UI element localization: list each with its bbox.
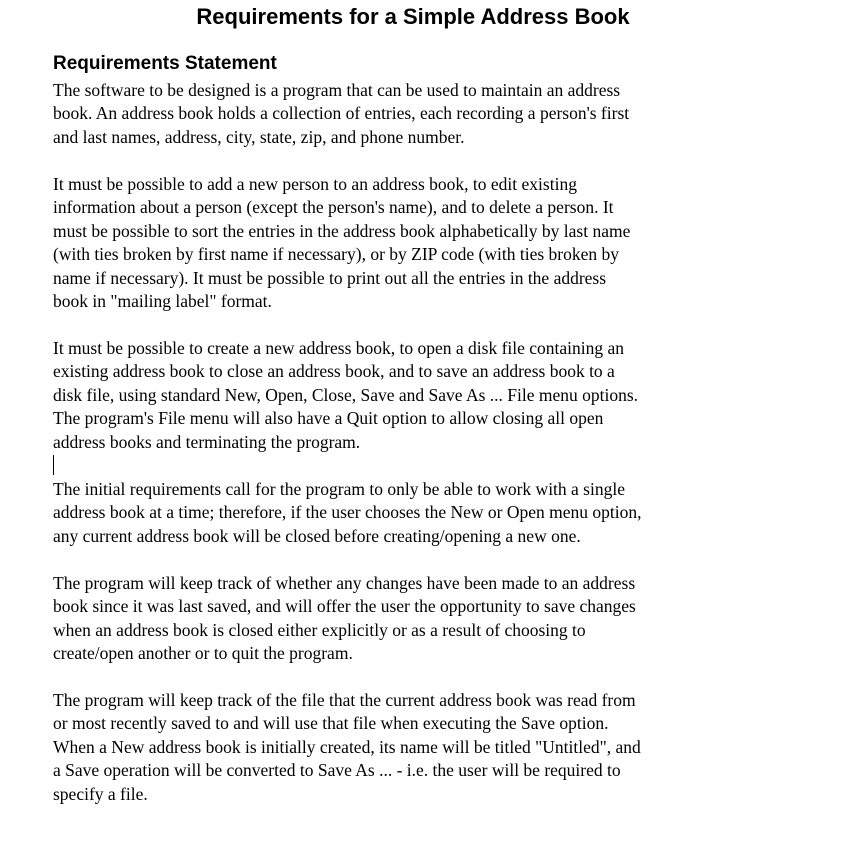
paragraph-line: (with ties broken by first name if necessary), or by ZIP code (with ties broken by <box>53 244 620 265</box>
paragraph-line: and last names, address, city, state, zip, and phone number. <box>53 126 465 147</box>
paragraph-line: disk file, using standard New, Open, Close, Save and Save As ... File menu options. <box>53 384 639 405</box>
paragraph-file-menu[interactable] <box>53 337 793 454</box>
section-heading[interactable]: Requirements Statement <box>53 53 277 74</box>
paragraph-line: must be possible to sort the entries in the address book alphabetically by last name <box>53 220 631 241</box>
paragraph-line: when an address book is closed either explicitly or as a result of choosing to <box>53 619 586 640</box>
paragraph-single-address-book[interactable] <box>53 478 793 548</box>
paragraph-software-description[interactable] <box>53 79 793 149</box>
paragraph-line: book. An address book holds a collection of entries, each recording a person's first <box>53 103 630 124</box>
paragraph-line: specify a file. <box>53 783 148 804</box>
paragraph-edit-sort-print[interactable] <box>53 173 793 313</box>
paragraph-line: The software to be designed is a program that can be used to maintain an address <box>53 80 621 100</box>
text-cursor <box>53 455 54 475</box>
paragraph-line: existing address book to close an address book, and to save an address book to a <box>53 361 615 382</box>
paragraph-track-changes[interactable] <box>53 572 793 666</box>
paragraph-line: The program will keep track of whether any changes have been made to an address <box>53 573 636 593</box>
paragraph-line: create/open another or to quit the program. <box>53 643 353 664</box>
paragraph-line: It must be possible to create a new address book, to open a disk file containing an <box>53 338 625 358</box>
paragraph-line: any current address book will be closed before creating/opening a new one. <box>53 525 581 546</box>
paragraph-line: a Save operation will be converted to Save As ... - i.e. the user will be required to <box>53 760 621 781</box>
paragraph-line: When a New address book is initially created, its name will be titled "Untitled", and <box>53 736 641 757</box>
paragraph-line: The program's File menu will also have a Quit option to allow closing all open <box>53 408 604 429</box>
document-title: Requirements for a Simple Address Book <box>196 4 630 29</box>
paragraph-line: book in "mailing label" format. <box>53 290 272 311</box>
paragraph-line: It must be possible to add a new person to an address book, to edit existing <box>53 174 577 194</box>
paragraph-line: or most recently saved to and will use that file when executing the Save option. <box>53 713 609 734</box>
paragraph-line: information about a person (except the person's name), and to delete a person. It <box>53 197 614 218</box>
paragraph-line: address books and terminating the program. <box>53 431 361 452</box>
paragraph-line: book since it was last saved, and will offer the user the opportunity to save changes <box>53 596 636 617</box>
paragraph-track-file[interactable] <box>53 689 793 806</box>
paragraph-line: address book at a time; therefore, if the user chooses the New or Open menu option, <box>53 502 642 523</box>
paragraph-line: name if necessary). It must be possible to print out all the entries in the address <box>53 267 607 288</box>
paragraph-line: The initial requirements call for the program to only be able to work with a single <box>53 479 625 499</box>
paragraph-line: The program will keep track of the file that the current address book was read from <box>53 690 636 710</box>
